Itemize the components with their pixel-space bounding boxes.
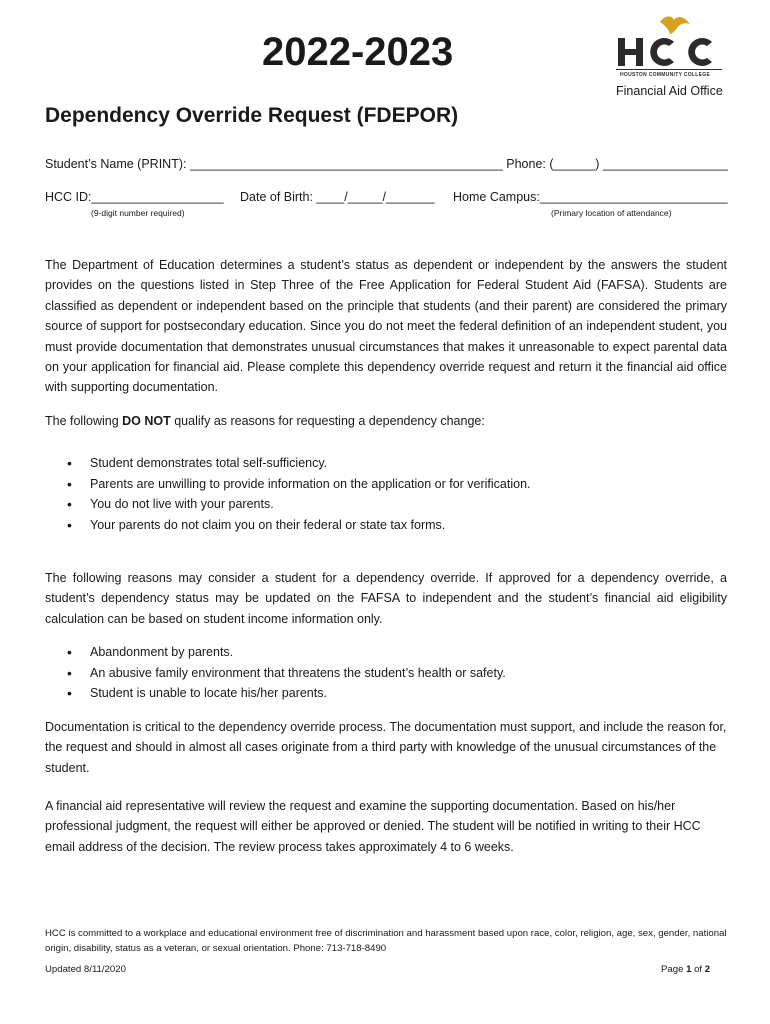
- updated-date: Updated 8/11/2020: [45, 964, 126, 975]
- nondiscrimination-statement: HCC is committed to a workplace and educational environment free of discrimination and harassment based upon race, color, religion, age, sex, gender, national origin, disability, status as a veteran, or sexual orientation. Phone: 713-718-8490: [45, 928, 727, 954]
- not-qualify-list: [67, 453, 531, 535]
- documentation-paragraph: Documentation is critical to the dependency override process. The documentation must support, and include the reason for, the request and should in almost all cases originate from a third party with knowledge of the unusual circumstances of the student.: [45, 720, 727, 775]
- date-of-birth-line: Date of Birth: ____/_____/_______: [240, 190, 435, 204]
- page-prefix: Page: [661, 964, 687, 975]
- page-number: [661, 964, 710, 975]
- not-qualify-emphasis: DO NOT: [122, 414, 171, 428]
- bird-icon: [660, 16, 690, 34]
- list-item: • Parents are unwilling to provide information on the application or for verification.: [67, 474, 531, 495]
- logo-subtext: HOUSTON COMMUNITY COLLEGE: [620, 72, 711, 78]
- office-name: Financial Aid Office: [616, 84, 723, 98]
- list-item: • Student is unable to locate his/her parents.: [67, 683, 506, 704]
- qualify-list: [67, 642, 506, 704]
- hcc-logo: [614, 12, 726, 86]
- home-campus-note: (Primary location of attendance): [551, 208, 672, 218]
- list-item: • You do not live with your parents.: [67, 494, 531, 515]
- hcc-id-line: HCC ID:___________________: [45, 190, 224, 204]
- not-qualify-heading: [45, 414, 485, 428]
- not-qualify-prefix: The following: [45, 414, 123, 428]
- intro-paragraph: The Department of Education determines a student’s status as dependent or independent by the answers the student provides on the questions listed in Step Three of the Free Application for Federal Student Aid (FAFSA). Students are classified as dependent or independent based on the principle that students (and their parent) are considered the primary source of support for postsecondary education. Since you do not meet the federal definition of an independent student, you must provide documentation that demonstrates unusual circumstances that makes it unreasonable to expect parental data on your application for financial aid. Please complete this dependency override request and return it the financial aid office with supporting documentation.: [45, 258, 727, 395]
- review-paragraph: A financial aid representative will review the request and examine the supporting documentation. Based on his/her professional judgment, the request will either be approved or denied. The student will be notified in writing to their HCC email address of the decision. The review process takes approximately 4 to 6 weeks.: [45, 799, 701, 854]
- form-title: Dependency Override Request (FDEPOR): [45, 104, 459, 127]
- qualify-paragraph: The following reasons may consider a student for a dependency override. If approved for a dependency override, a student’s dependency status may be updated on the FAFSA to independent and the student’s financial aid eligibility calculation can be based on student income information only.: [45, 571, 727, 626]
- not-qualify-suffix: qualify as reasons for requesting a dependency change:: [170, 414, 485, 428]
- home-campus-line: Home Campus:___________________________: [453, 190, 728, 204]
- hcc-id-note: (9-digit number required): [91, 208, 185, 218]
- list-item: • Abandonment by parents.: [67, 642, 506, 663]
- list-item: • Student demonstrates total self-sufficiency.: [67, 453, 531, 474]
- page-total: 2: [704, 964, 711, 975]
- student-name-phone-line: Student’s Name (PRINT): _____________________________________________ Phone: (______) __________________: [45, 157, 728, 171]
- list-item: • Your parents do not claim you on their federal or state tax forms.: [67, 515, 531, 536]
- form-year: 2022-2023: [262, 30, 454, 74]
- page-current: 1: [686, 964, 692, 975]
- page-middle: of: [691, 964, 705, 975]
- list-item: • An abusive family environment that threatens the student’s health or safety.: [67, 663, 506, 684]
